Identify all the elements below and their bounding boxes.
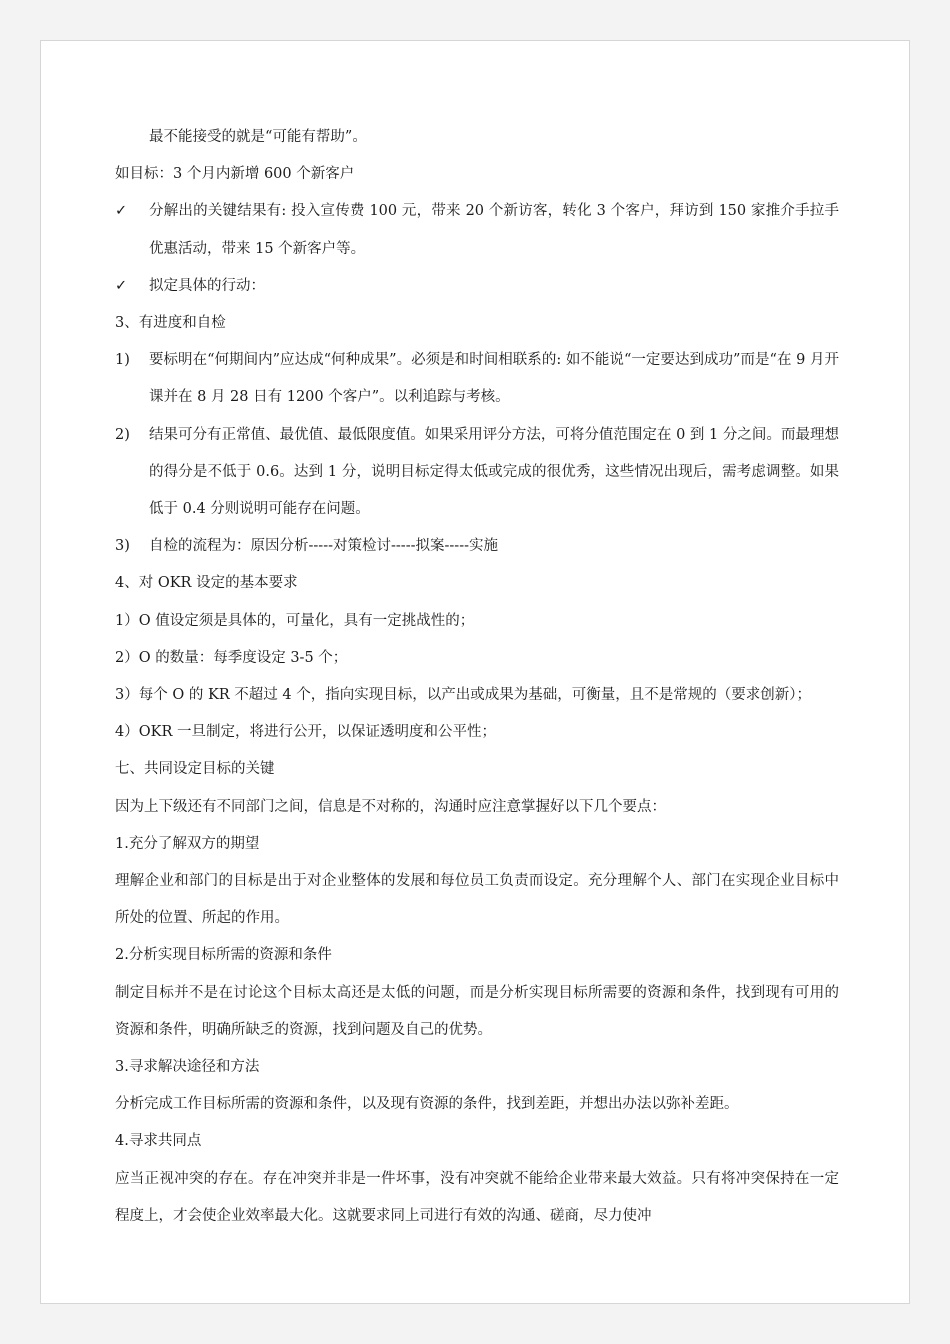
checkmark-icon: ✓ [115,277,128,294]
paragraph: 制定目标并不是在讨论这个目标太高还是太低的问题，而是分析实现目标所需要的资源和条件，找到现有可用的资源和条件，明确所缺乏的资源，找到问题及自己的优势。 [115,984,839,1038]
paragraph: 理解企业和部门的目标是出于对企业整体的发展和每位员工负责而设定。充分理解个人、部门在实现企业目标中所处的位置、所起的作用。 [115,873,839,927]
paragraph: 最不能接受的就是“可能有帮助”。 [149,129,367,145]
numbered-item [115,528,839,565]
section-heading: 4、对 OKR 设定的基本要求 [115,575,298,592]
item-number: 2) [115,426,130,443]
checklist-text: 分解出的关键结果有: 投入宣传费 100 元，带来 20 个新访客，转化 3 个客户，拜访到 150 家推介手拉手优惠活动，带来 15 个新客户等。 [149,203,839,257]
numbered-text: 结果可分有正常值、最优值、最低限度值。如果采用评分方法，可将分值范围定在 0 到 1 分之间。而最理想的得分是不低于 0.6。达到 1 分，说明目标定得太低或完成的很优秀，这些情况出现后，需考虑调整。如果低于 0.4 分则说明可能存在问题。 [149,426,839,518]
document-body [115,119,839,1235]
checkmark-icon: ✓ [115,203,128,220]
checklist-item [115,193,839,267]
numbered-item [115,342,839,416]
subsection-heading: 4.寻求共同点 [115,1133,202,1150]
paragraph: 因为上下级还有不同部门之间，信息是不对称的，沟通时应注意掌握好以下几个要点： [115,798,666,815]
paragraph: 如目标：3 个月内新增 600 个新客户 [115,166,355,183]
chapter-heading: 七、共同设定目标的关键 [115,761,275,778]
subsection-heading: 1.充分了解双方的期望 [115,835,260,852]
paragraph: 分析完成工作目标所需的资源和条件，以及现有资源的条件，找到差距，并想出办法以弥补差距。 [115,1096,739,1113]
requirement-item: 2）O 的数量：每季度设定 3-5 个； [115,649,348,666]
requirement-item: 1）O 值设定须是具体的，可量化，具有一定挑战性的； [115,612,475,629]
subsection-heading: 2.分析实现目标所需的资源和条件 [115,947,332,964]
document-page [40,40,910,1304]
numbered-text: 要标明在“何期间内”应达成“何种成果”。必须是和时间相联系的: 如不能说“一定要达到成功”而是“在 9 月开课并在 8 月 28 日有 1200 个客户”。以利追踪与考核。 [149,352,839,406]
checklist-item [115,268,839,305]
item-number: 1) [115,352,130,369]
numbered-item [115,417,839,529]
item-number: 3) [115,538,130,555]
requirement-item: 4）OKR 一旦制定，将进行公开，以保证透明度和公平性； [115,724,496,741]
paragraph: 应当正视冲突的存在。存在冲突并非是一件坏事，没有冲突就不能给企业带来最大效益。只有将冲突保持在一定程度上，才会使企业效率最大化。这就要求同上司进行有效的沟通、磋商，尽力使冲 [115,1170,839,1224]
section-heading: 3、有进度和自检 [115,315,226,332]
checklist-text: 拟定具体的行动： [149,277,265,294]
numbered-text: 自检的流程为：原因分析-----对策检讨-----拟案-----实施 [149,538,498,555]
requirement-item: 3）每个 O 的 KR 不超过 4 个，指向实现目标，以产出或成果为基础，可衡量，且不是常规的（要求创新）； [115,687,811,704]
subsection-heading: 3.寻求解决途径和方法 [115,1059,260,1076]
